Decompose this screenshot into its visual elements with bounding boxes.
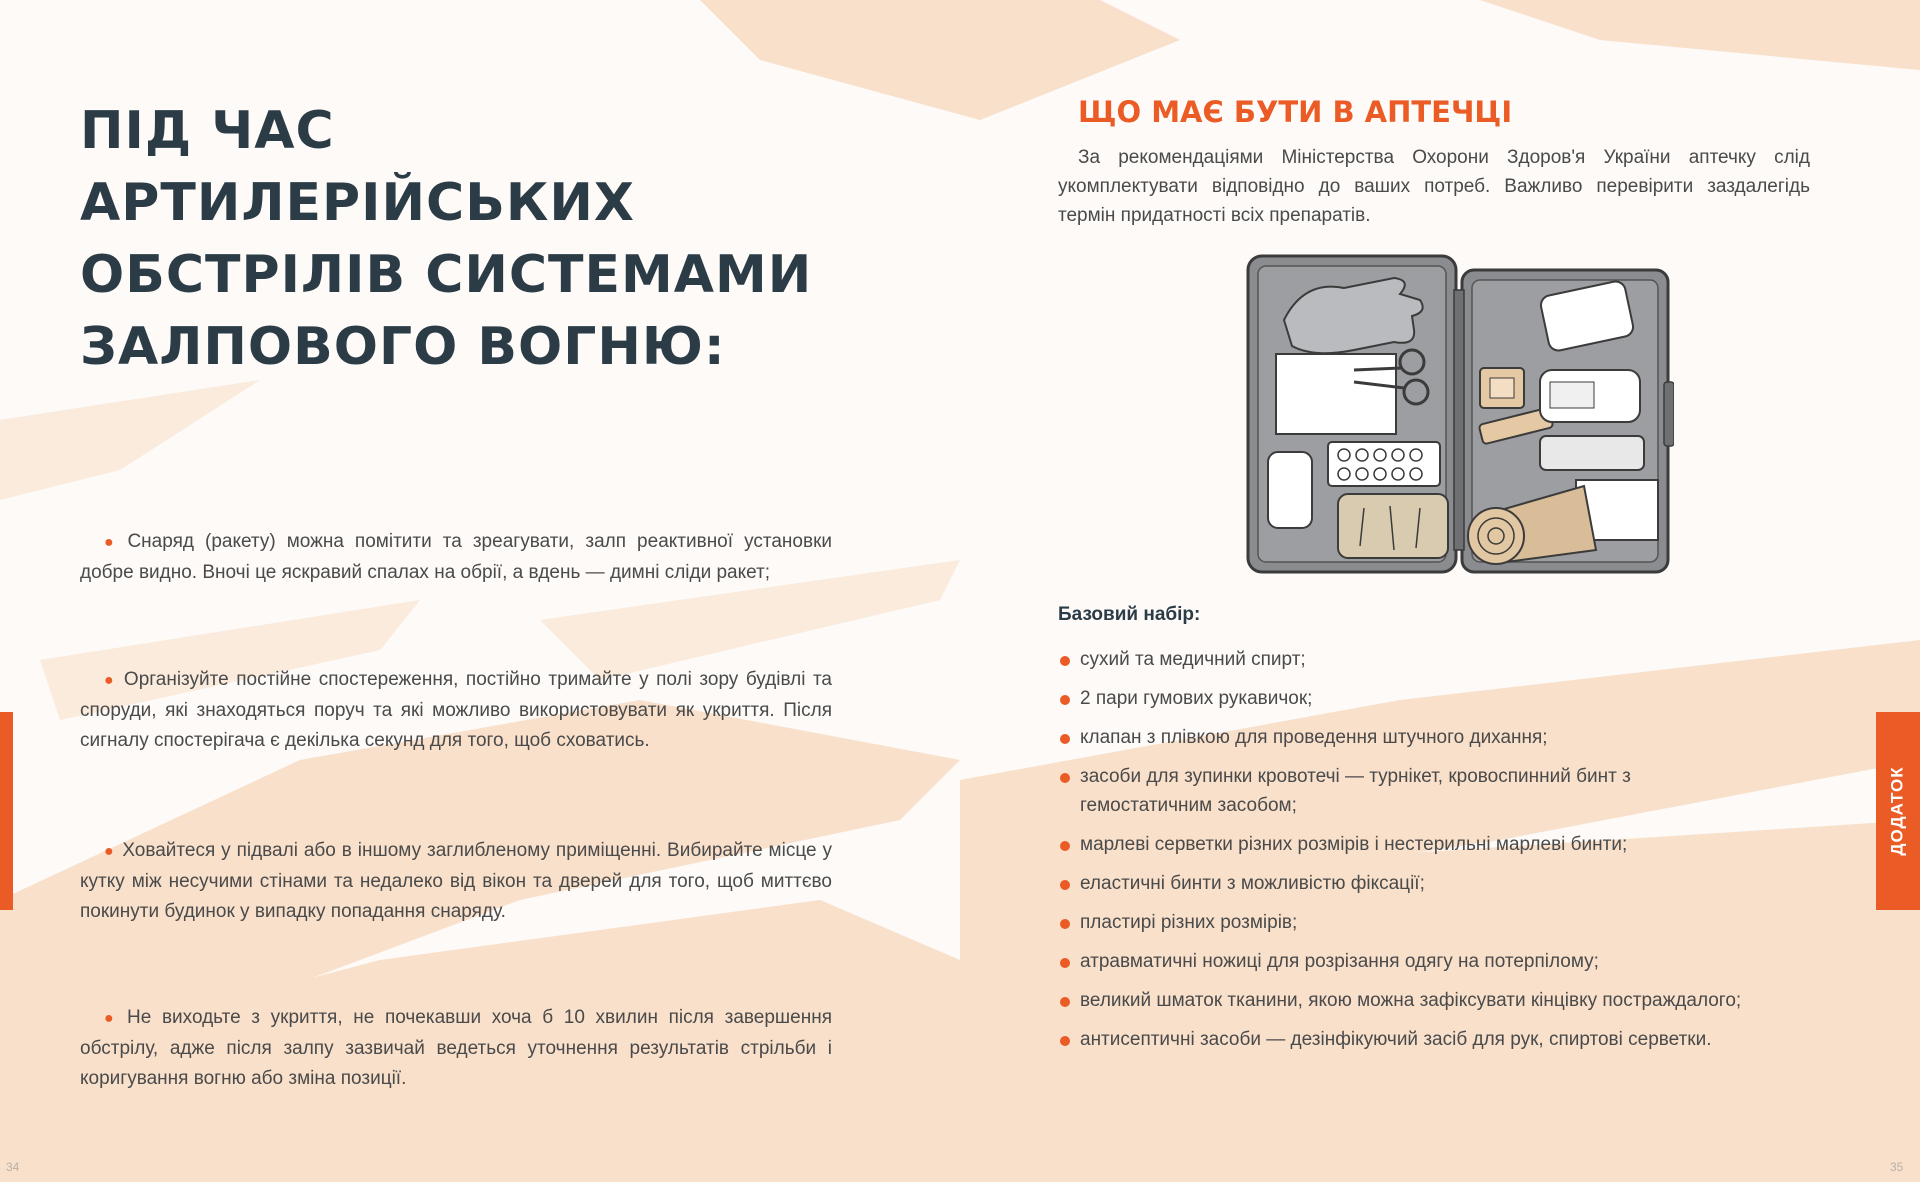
- bullet-icon: ●: [104, 534, 120, 551]
- list-item-text: клапан з плівкою для проведення штучного дихання;: [1080, 727, 1548, 748]
- list-item: [1058, 830, 1758, 859]
- gauze-pad-icon: [1276, 354, 1396, 434]
- paragraph-3-text: Ховайтеся у підвалі або в іншому заглибленому приміщенні. Вибирайте місце у кутку між несучими стінами та недалеко від вікон та дверей для того, щоб миттєво покинути будинок у випадку попадання снаряду.: [80, 840, 832, 922]
- bullet-icon: ●: [104, 672, 116, 689]
- first-aid-kit-illustration: [1244, 250, 1674, 580]
- bullet-icon: [1060, 919, 1070, 929]
- paragraph-1: [80, 527, 832, 588]
- page-title: ПІД ЧАС АРТИЛЕРІЙСЬКИХ ОБСТРІЛІВ СИСТЕМАМИ ЗАЛПОВОГО ВОГНЮ:: [80, 101, 813, 377]
- page-number-right: 35: [1890, 1160, 1904, 1174]
- intro-text: За рекомендаціями Міністерства Охорони Здоров'я України аптечку слід укомплектувати відповідно до ваших потреб. Важливо перевірити заздалегідь термін придатності всіх препаратів.: [1058, 147, 1810, 226]
- list-item-text: марлеві серветки різних розмірів і нестерильні марлеві бинти;: [1080, 834, 1628, 855]
- list-item-text: сухий та медичний спирт;: [1080, 649, 1306, 670]
- bullet-icon: [1060, 997, 1070, 1007]
- bullet-icon: ●: [104, 1010, 120, 1027]
- list-item-text: антисептичні засоби — дезінфікуючий засіб для рук, спиртові серветки.: [1080, 1029, 1712, 1050]
- cloth-icon: [1338, 494, 1448, 558]
- bullet-icon: [1060, 773, 1070, 783]
- page-number-left: 34: [6, 1160, 20, 1174]
- list-item-text: великий шматок тканини, якою можна зафіксувати кінцівку постраждалого;: [1080, 990, 1742, 1011]
- paragraph-1-text: Снаряд (ракету) можна помітити та зреагувати, залп реактивної установки добре видно. Вночі це яскравий спалах на обрії, а вдень — димні сліди ракет;: [80, 531, 832, 583]
- small-bottle-icon: [1268, 452, 1312, 528]
- paragraph-2-text: Організуйте постійне спостереження, постійно тримайте у полі зору будівлі та споруди, які знаходяться поруч та які можливо використовувати як укриття. Після сигналу спостерігача є декілька секунд для того, щоб сховатись.: [80, 669, 833, 751]
- bullet-icon: [1060, 1036, 1070, 1046]
- bullet-icon: [1060, 734, 1070, 744]
- bullet-icon: [1060, 958, 1070, 968]
- list-item-text: засоби для зупинки кровотечі — турнікет, кровоспинний бинт з гемостатичним засобом;: [1080, 766, 1631, 816]
- list-item-text: еластичні бинти з можливістю фіксації;: [1080, 873, 1425, 894]
- list-item: [1058, 1025, 1758, 1054]
- list-item: [1058, 986, 1758, 1015]
- list-item: [1058, 723, 1758, 752]
- list-item: [1058, 762, 1758, 820]
- side-tab-label: ДОДАТОК: [1888, 766, 1907, 856]
- list-item: [1058, 645, 1758, 674]
- paragraph-4-text: Не виходьте з укриття, не почекавши хоча б 10 хвилин після завершення обстрілу, адже після залпу зазвичай ведеться уточнення результатів стрільби і коригування вогню або зміна позиції.: [80, 1007, 832, 1089]
- section-title: ЩО МАЄ БУТИ В АПТЕЧЦІ: [1078, 95, 1513, 129]
- bullet-icon: [1060, 695, 1070, 705]
- list-item: [1058, 869, 1758, 898]
- paragraph-2: [80, 665, 832, 756]
- paragraph-3: [80, 836, 832, 927]
- list-item-text: атравматичні ножиці для розрізання одягу на потерпілому;: [1080, 951, 1599, 972]
- list-item-text: 2 пари гумових рукавичок;: [1080, 688, 1313, 709]
- list-item: [1058, 684, 1758, 713]
- kit-heading: Базовий набір:: [1058, 604, 1201, 625]
- bullet-icon: [1060, 880, 1070, 890]
- paragraph-4: [80, 1003, 832, 1094]
- side-tab-appendix: [1876, 712, 1920, 910]
- list-item-text: пластирі різних розмірів;: [1080, 912, 1298, 933]
- list-item: [1058, 947, 1758, 976]
- left-edge-tab: [0, 712, 13, 910]
- bullet-icon: ●: [104, 843, 115, 860]
- list-item: [1058, 908, 1758, 937]
- kit-list: [1058, 645, 1758, 1064]
- tube-icon: [1540, 436, 1644, 470]
- bullet-icon: [1060, 656, 1070, 666]
- bullet-icon: [1060, 841, 1070, 851]
